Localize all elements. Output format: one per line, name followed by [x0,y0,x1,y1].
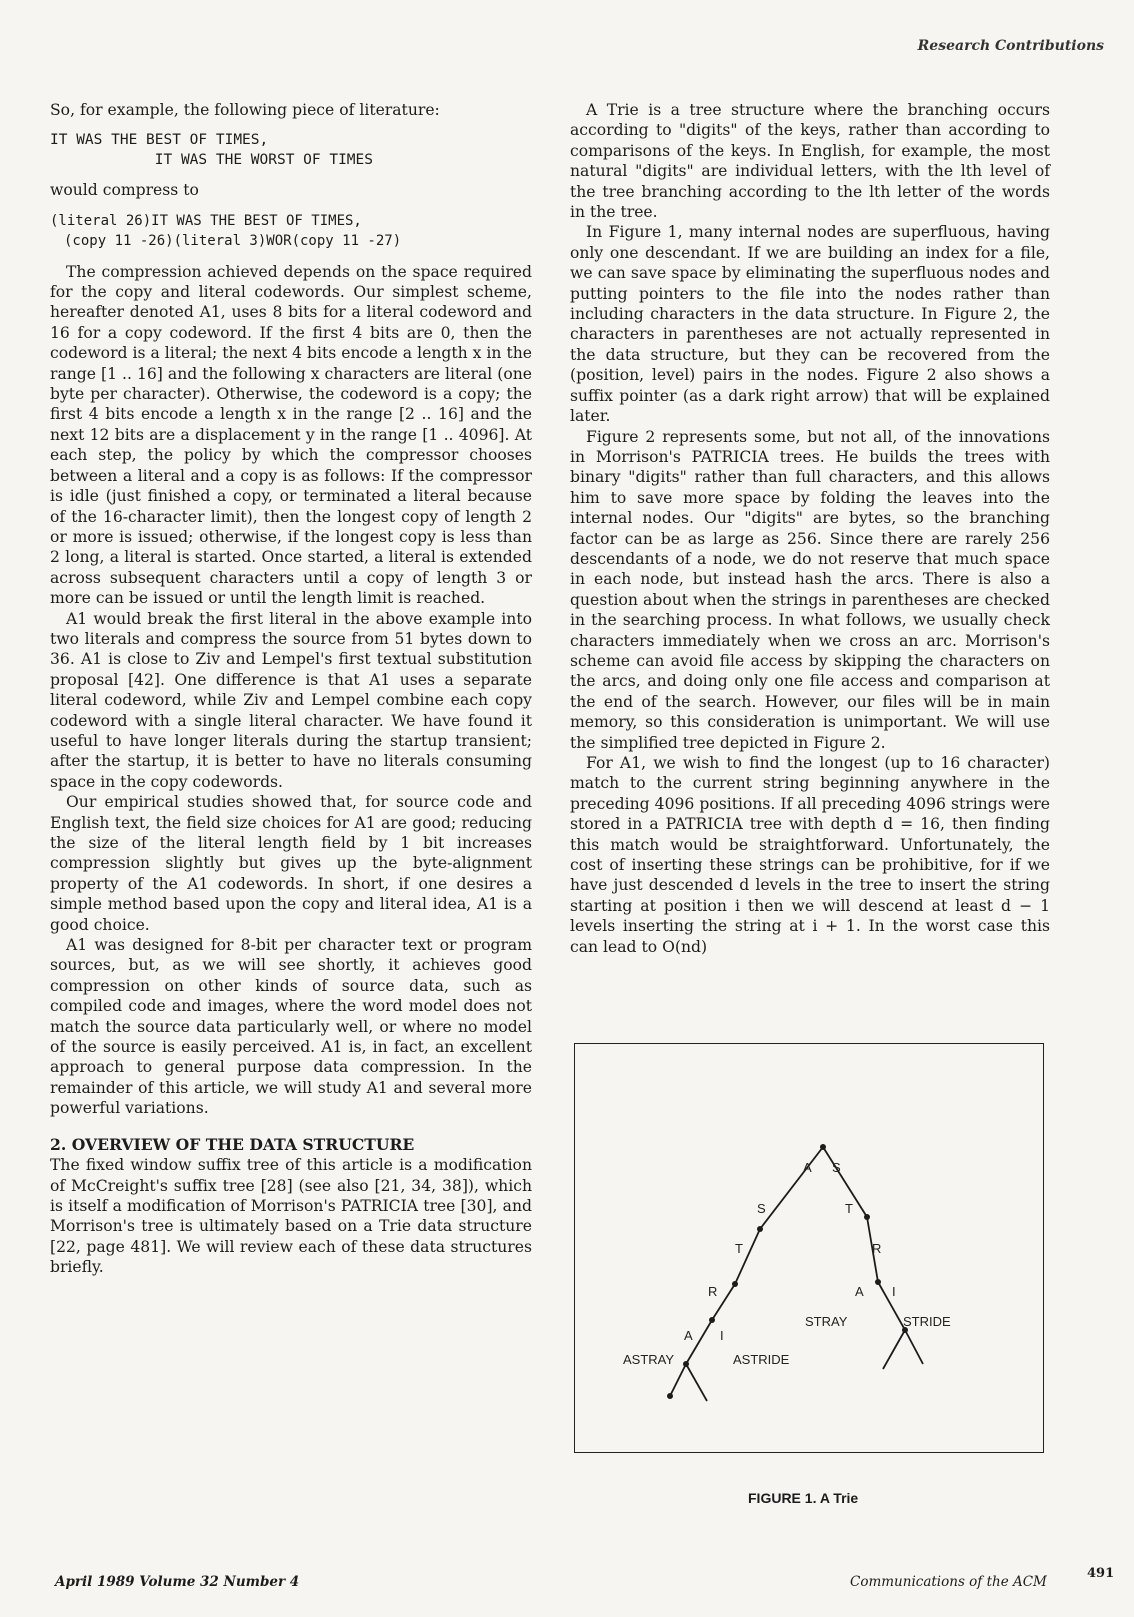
paragraph-intro: So, for example, the following piece of literature: [50,101,440,119]
paragraph: The fixed window suffix tree of this article is a modification of McCreight's suffix tree [28] (see also [21, 34, 38]), which is itself a modification of Morrison's PATRICIA tree [30], and Morrison's tree is ultimately based on a Trie data structure [22, page 481]. We will review each of these data structures briefly. [50,1156,532,1277]
paragraph: Figure 2 represents some, but not all, of the innovations in Morrison's PATRICIA trees. He builds the trees with binary "digits" rather than full characters, and this allows him to save more space by folding the leaves into the internal nodes. Our "digits" are bytes, so the branching factor can be as large as 256. Since there are rarely 256 descendants of a node, we do not reserve that much space in each node, but instead hash the arcs. There is also a question about when the strings in parentheses are checked in the searching process. In what follows, we usually check characters immediately when we cross an arc. Morrison's scheme can avoid file access by skipping the characters on the arcs, and doing only one file access and comparison at the end of the search. However, our files will be in main memory, so this consideration is unimportant. We will use the simplified tree depicted in Figure 2. [570,427,1050,752]
edge-label: R [708,1284,718,1299]
edge-label: T [735,1241,743,1256]
leaf-label: STRIDE [903,1314,951,1329]
paragraph: Our empirical studies showed that, for source code and English text, the field size choices for A1 are good; reducing the size of the literal length field by 1 bit increases compression slightly but gives up the byte-alignment property of the A1 codewords. In short, if one desires a simple method based upon the copy and literal idea, A1 is a good choice. [50,793,532,934]
edge-label: S [832,1160,841,1175]
code-line-2: IT WAS THE WORST OF TIMES [50,152,374,169]
section-heading: 2. OVERVIEW OF THE DATA STRUCTURE [50,1134,415,1154]
leaf-label: ASTRIDE [733,1352,790,1367]
edge-label: R [872,1241,882,1256]
trie-diagram [575,1044,1045,1454]
paragraph: The compression achieved depends on the space required for the copy and literal codewords. Our simplest scheme, hereafter denoted A1, uses 8 bits for a literal codeword and 16 for a copy codeword. If the first 4 bits are 0, then the codeword is a literal; the next 4 bits encode a length x in the range [1 .. 16] and the following x characters are literal (one byte per character). Otherwise, the codeword is a copy; the first 4 bits encode a length x in the range [2 .. 16] and the next 12 bits are a displacement y in the range [1 .. 4096]. At each step, the policy by which the compressor chooses between a literal and a copy is as follows: If the compressor is idle (just finished a copy, or terminated a literal because of the 16-character limit), then the longest copy of length 2 or more is issued; otherwise, if the longest copy is less than 2 long, a literal is started. Once started, a literal is extended across subsequent characters until a copy of length 3 or more can be issued or until the length limit is reached. [50,262,532,608]
codeword-line-1: (literal 26)IT WAS THE BEST OF TIMES, [50,212,362,229]
edge-label: I [720,1328,724,1343]
edge-label: I [892,1284,896,1299]
footer-issue: April 1989 Volume 32 Number 4 [55,1574,300,1590]
edge-label: A [855,1284,864,1299]
figure-trie [574,1043,1044,1453]
page-number: 491 [1087,1566,1115,1581]
edge-label: A [684,1328,693,1343]
footer-journal: Communications of the ACM [850,1574,1047,1590]
right-column [570,100,1050,957]
leaf-label: STRAY [805,1314,848,1329]
left-column [50,100,532,1278]
figure-caption: FIGURE 1. A Trie [748,1490,859,1506]
codeword-line-2: (copy 11 -26)(literal 3)WOR(copy 11 -27) [64,233,402,250]
paragraph: A1 would break the first literal in the above example into two literals and compress the source from 51 bytes down to 36. A1 is close to Ziv and Lempel's first textual substitution proposal [42]. One difference is that A1 uses a separate literal codeword, while Ziv and Lempel combine each copy codeword with a single literal character. We have found it useful to have longer literals during the startup transient; after the startup, it is better to have no literals consuming space in the copy codewords. [50,609,532,791]
code-example [50,130,532,170]
paragraph: In Figure 1, many internal nodes are superfluous, having only one descendant. If we are building an index for a file, we can save space by eliminating the superfluous nodes and putting pointers to the file into the nodes rather than including characters in the data structure. In Figure 2, the characters in parentheses are not actually represented in the data structure, but they can be recovered from the (position, level) pairs in the nodes. Figure 2 also shows a suffix pointer (as a dark right arrow) that will be explained later. [570,223,1050,426]
edge-label: T [845,1201,853,1216]
paragraph: A Trie is a tree structure where the branching occurs according to "digits" of the keys, rather than according to comparisons of the keys. In English, for example, the most natural "digits" are individual letters, with the lth level of the tree branching according to the lth letter of the words in the tree. [570,101,1050,222]
paragraph: A1 was designed for 8-bit per character text or program sources, but, as we will see shortly, it achieves good compression on other kinds of source data, such as compiled code and images, where the word model does not match the source data particularly well, or where no model of the source is easily perceived. A1 is, in fact, an excellent approach to general purpose data compression. In the remainder of this article, we will study A1 and several more powerful variations. [50,936,532,1118]
paragraph-would-compress: would compress to [50,181,199,200]
paragraph: For A1, we wish to find the longest (up to 16 character) match to the current string beginning anywhere in the preceding 4096 positions. If all preceding 4096 strings were stored in a PATRICIA tree with depth d = 16, then finding this match would be straightforward. Unfortunately, the cost of inserting these strings can be prohibitive, for if we have just descended d levels in the tree to insert the string starting at position i then we will descend at least d − 1 levels inserting the string at i + 1. In the worst case this can lead to O(nd) [570,754,1050,956]
edge-label: A [803,1160,812,1175]
running-header: Research Contributions [917,38,1104,54]
edge-label: S [757,1201,766,1216]
leaf-label: ASTRAY [623,1352,675,1367]
code-line-1: IT WAS THE BEST OF TIMES, [50,132,269,149]
codeword-example [50,211,532,252]
